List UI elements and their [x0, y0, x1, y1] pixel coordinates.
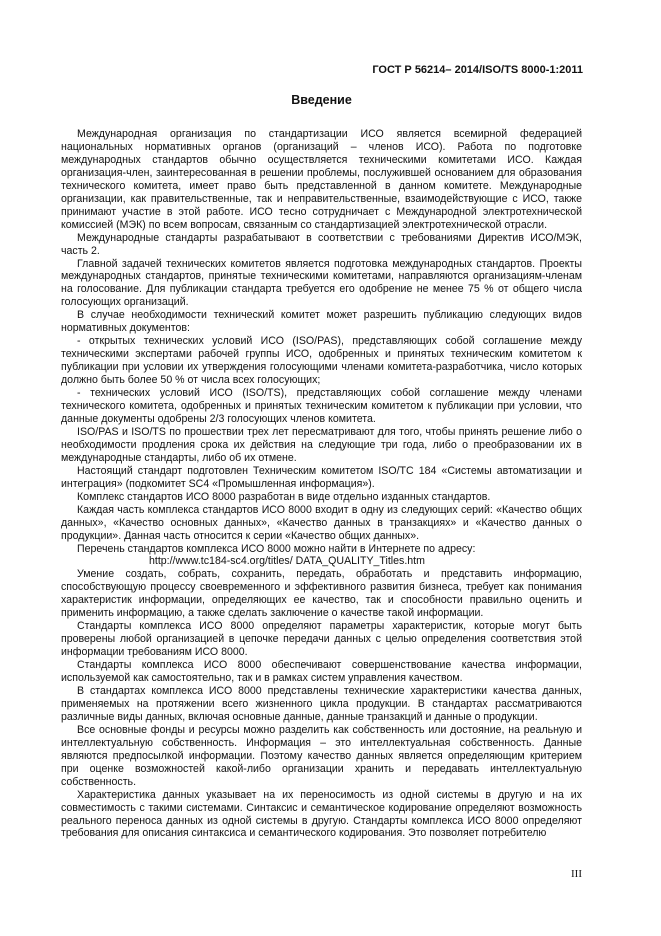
paragraph: В стандартах комплекса ИСО 8000 представлены технические характеристики качества данных, применяемых на протяжении всего жизненного цикла продукции. В стандартах рассматриваются различные виды данных, включая основные данные, данные транзакций и данные о продукции.	[61, 684, 582, 723]
paragraph: Международная организация по стандартизации ИСО является всемирной федерацией национальных нормативных органов (организаций – членов ИСО). Работа по подготовке международных стандартов обычно осуществляется техническими комитетами ИСО. Каждая организация-член, заинтересованная в решении проблемы, послужившей основанием для образования технического комитета, имеет право быть представленной в данном комитете. Международные организации, как правительственные, так и неправительственные, взаимодействующие с ИСО, также принимают участие в этой работе. ИСО тесно сотрудничает с Международной электротехнической комиссией (МЭК) по всем вопросам, связанным со стандартизацией электротехнической отрасли.	[61, 128, 582, 231]
paragraph: Все основные фонды и ресурсы можно разделить как собственность или достояние, на реальную и интеллектуальную собственность. Информация – это интеллектуальная собственность. Данные являются предпосылкой информации. Поэтому качество данных является определяющим критерием при оценке возможностей какой-либо организации хранить и передавать интеллектуальную собственность.	[61, 723, 582, 788]
paragraph: Характеристика данных указывает на их переносимость из одной системы в другую и на их совместимость с такими системами. Синтаксис и семантическое кодирование определяют возможность реального переноса данных из одной системы в другую. Стандарты комплекса ИСО 8000 определяют требования для описания синтаксиса и семантического кодирования. Это позволяет потребителю	[61, 788, 582, 840]
paragraph: Каждая часть комплекса стандартов ИСО 8000 входит в одну из следующих серий: «Качество общих данных», «Качество основных данных», «Качество данных в транзакциях» и «Качество данных о продукции». Данная часть относится к серии «Качество общих данных».	[61, 503, 582, 542]
paragraph: Перечень стандартов комплекса ИСО 8000 можно найти в Интернете по адресу:	[77, 542, 476, 555]
paragraph: Международные стандарты разрабатывают в соответствии с требованиями Директив ИСО/МЭК, часть 2.	[61, 231, 582, 257]
page-number: III	[571, 868, 582, 880]
url-line: http://www.tc184-sc4.org/titles/ DATA_QUALITY_Titles.htm	[149, 555, 425, 568]
paragraph: Настоящий стандарт подготовлен Техническим комитетом ISO/TC 184 «Системы автоматизации и интеграция» (подкомитет SC4 «Промышленная информация»).	[61, 464, 582, 490]
paragraph: Главной задачей технических комитетов является подготовка международных стандартов. Проекты международных стандартов, принятые техническими комитетами, направляются организациям-членам на голосование. Для публикации стандарта требуется его одобрение не менее 75 % от общего числа голосующих организаций.	[61, 257, 582, 309]
paragraph: Комплекс стандартов ИСО 8000 разработан в виде отдельно изданных стандартов.	[77, 490, 491, 503]
paragraph: Стандарты комплекса ИСО 8000 обеспечивают совершенствование качества информации, используемой как самостоятельно, так и в рамках систем управления качеством.	[61, 659, 582, 685]
paragraph: ISO/PAS и ISO/TS по прошествии трех лет пересматривают для того, чтобы принять решение либо о необходимости продления срока их действия на следующие три года, либо о преобразовании их в международные стандарты, либо об их отмене.	[61, 425, 582, 464]
section-title: Введение	[291, 93, 352, 107]
paragraph: Стандарты комплекса ИСО 8000 определяют параметры характеристик, которые могут быть проверены любой организацией в цепочке передачи данных с целью определения соответствия этой информации требованиям ИСО 8000.	[61, 620, 582, 659]
paragraph: - открытых технических условий ИСО (ISO/PAS), представляющих собой соглашение между техническими экспертами рабочей группы ИСО, одобренных и принятых техническим комитетом к публикации при условии их утверждения голосующими членами комитета-разработчика, число которых должно быть более 50 % от числа всех голосующих;	[61, 335, 582, 387]
body-text	[61, 128, 582, 840]
paragraph: - технических условий ИСО (ISO/TS), представляющих собой соглашение между членами технического комитета, одобренных и принятых техническим комитетом к публикации при условии, что данные документы одобрены 2/3 голосующих членов комитета.	[61, 387, 582, 425]
paragraph: В случае необходимости технический комитет может разрешить публикацию следующих видов нормативных документов:	[61, 309, 582, 335]
document-header: ГОСТ Р 56214– 2014/ISO/TS 8000-1:2011	[372, 64, 583, 76]
paragraph: Умение создать, собрать, сохранить, передать, обработать и представить информацию, способствующую процессу своевременного и эффективного развития бизнеса, требует как понимания характеристик информации, определяющих ее качество, так и способности правильно оценить и применить информацию, а также сделать заключение о качестве такой информации.	[61, 568, 582, 620]
